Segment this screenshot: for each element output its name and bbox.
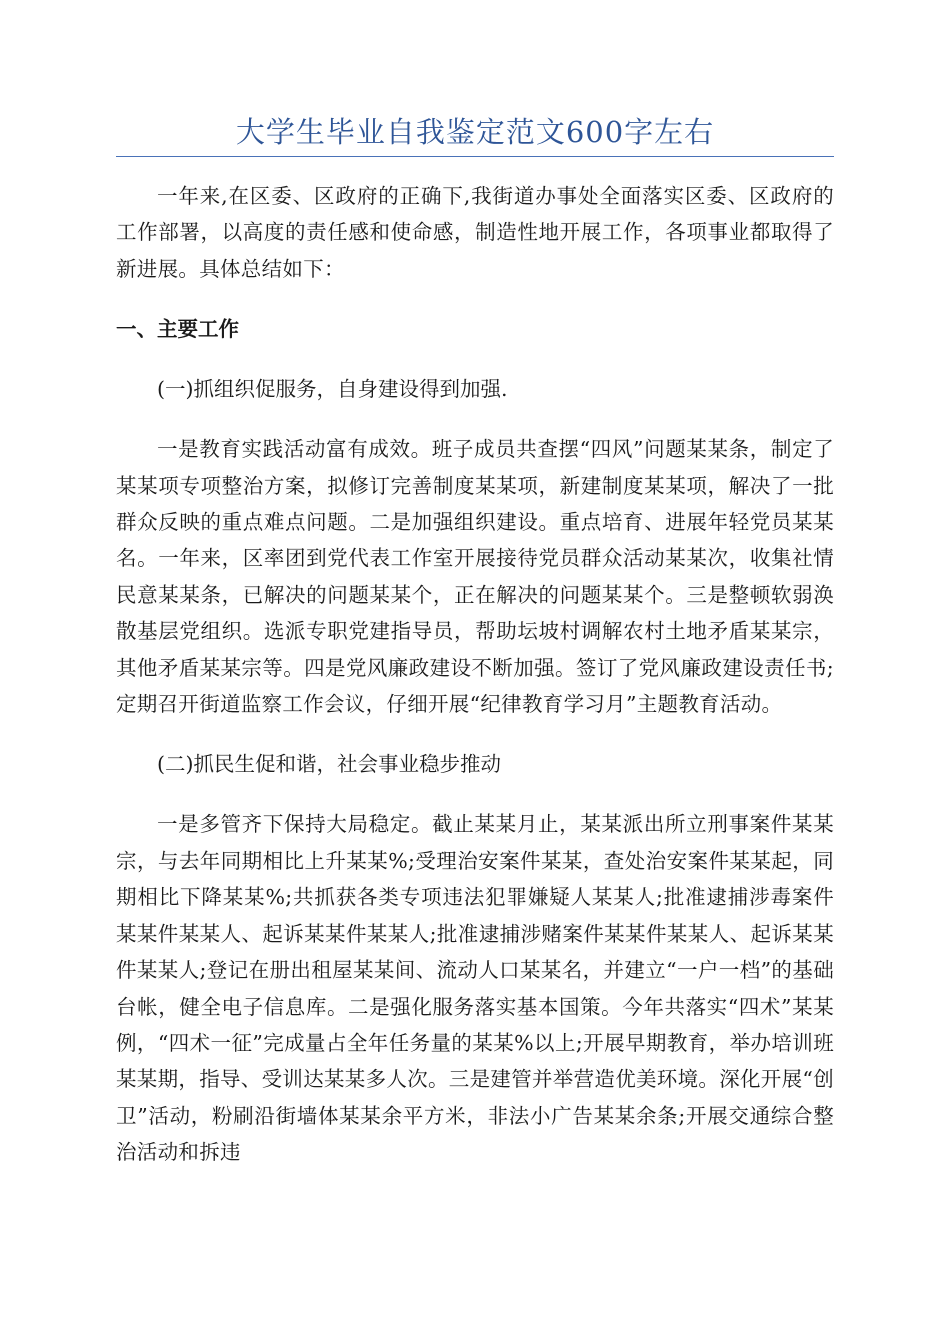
section-heading-main-work: 一、主要工作 bbox=[116, 317, 239, 342]
title-block bbox=[116, 112, 834, 157]
document-body bbox=[116, 178, 834, 1195]
subsection-heading-livelihood: (二)抓民生促和谐，社会事业稳步推动 bbox=[157, 752, 501, 777]
subsection-heading-organization: (一)抓组织促服务，自身建设得到加强. bbox=[157, 377, 508, 402]
intro-paragraph: 一年来,在区委、区政府的正确下,我街道办事处全面落实区委、区政府的工作部署，以高度的责任感和使命感，制造性地开展工作，各项事业都取得了新进展。具体总结如下： bbox=[116, 184, 834, 281]
organization-paragraph: 一是教育实践活动富有成效。班子成员共查摆“四风”问题某某条，制定了某某项专项整治方案，拟修订完善制度某某项，新建制度某某项，解决了一批群众反映的重点难点问题。二是加强组织建设。重点培育、进展年轻党员某某名。一年来，区率团到党代表工作室开展接待党员群众活动某某次，收集社情民意某某条，已解决的问题某某个，正在解决的问题某某个。三是整顿软弱涣散基层党组织。选派专职党建指导员，帮助坛坡村调解农村土地矛盾某某宗，其他矛盾某某宗等。四是党风廉政建设不断加强。签订了党风廉政建设责任书;定期召开街道监察工作会议，仔细开展“纪律教育学习月”主题教育活动。 bbox=[116, 437, 834, 717]
document-title: 大学生毕业自我鉴定范文600字左右 bbox=[235, 115, 715, 149]
livelihood-paragraph: 一是多管齐下保持大局稳定。截止某某月止，某某派出所立刑事案件某某宗，与去年同期相比上升某某%;受理治安案件某某，查处治安案件某某起，同期相比下降某某%;共抓获各类专项违法犯罪嫌疑人某某人;批准逮捕涉毒案件某某件某某人、起诉某某件某某人;批准逮捕涉赌案件某某件某某人、起诉某某件某某人;登记在册出租屋某某间、流动人口某某名，并建立“一户一档”的基础台帐，健全电子信息库。二是强化服务落实基本国策。今年共落实“四术”某某例，“四术一征”完成量占全年任务量的某某%以上;开展早期教育，举办培训班某某期，指导、受训达某某多人次。三是建管并举营造优美环境。深化开展“创卫”活动，粉刷沿街墙体某某余平方米，非法小广告某某余条;开展交通综合整治活动和拆违 bbox=[116, 812, 834, 1165]
